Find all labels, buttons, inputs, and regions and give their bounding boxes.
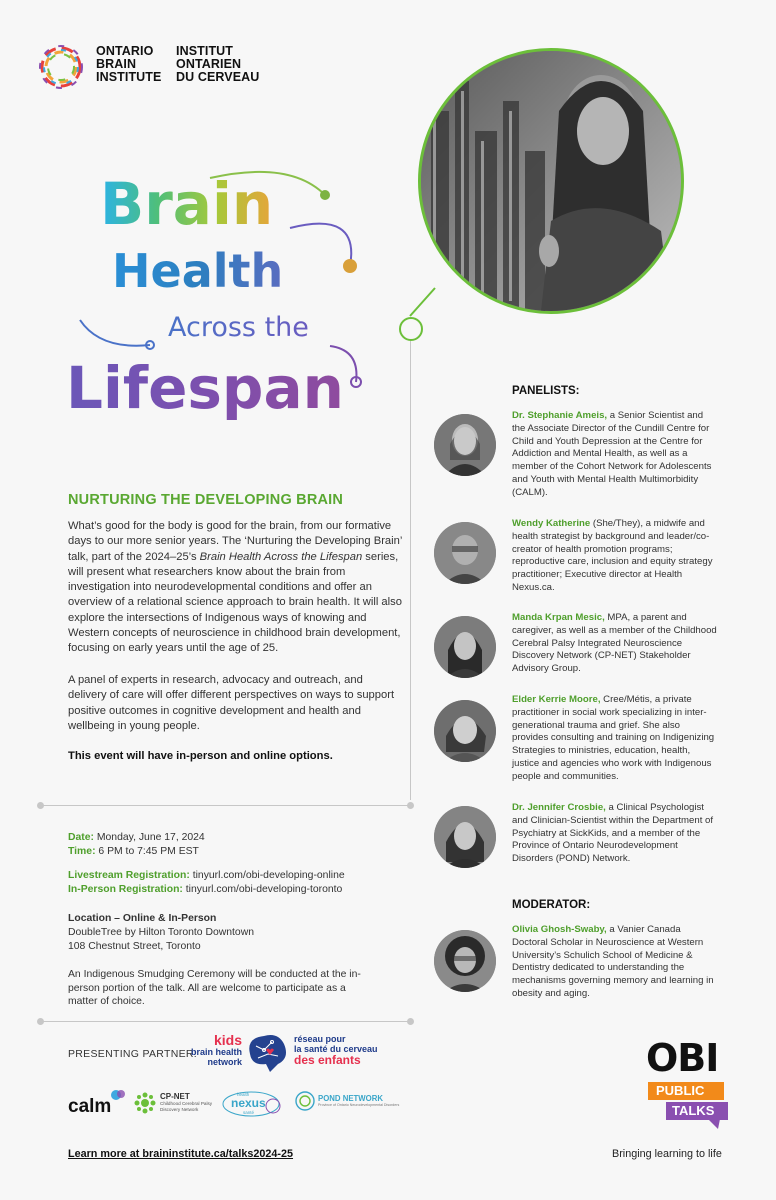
moderator-name: Olivia Ghosh-Swaby, [512, 924, 607, 935]
time-line [68, 845, 408, 859]
kbhn-brain-icon [244, 1032, 290, 1074]
panelist-name: Wendy Katherine [512, 518, 591, 529]
avatar [434, 522, 496, 584]
hero-photo [418, 48, 684, 314]
divider-vertical [410, 330, 411, 800]
event-format-note: This event will have in-person and online options. [68, 750, 333, 762]
calm-logo: calm [68, 1096, 112, 1117]
panelist-name: Elder Kerrie Moore, [512, 694, 601, 705]
pond-icon [294, 1090, 316, 1112]
panelist-name: Dr. Jennifer Crosbie, [512, 802, 606, 813]
pond-sub: Province of Ontario Neurodevelopmental Disorders [318, 1103, 400, 1107]
series-name: Brain Health Across the Lifespan [199, 550, 363, 563]
health-nexus-logo [221, 1090, 285, 1118]
panelist-bio-ameis [512, 410, 717, 500]
panelist-bio-mesic [512, 612, 717, 676]
kbhn-fr-line2: la santé du cerveau [294, 1044, 378, 1054]
kbhn-fr-line3: des enfants [294, 1053, 361, 1067]
panelist-photo-moore [434, 700, 496, 762]
kbhn-brain-health: brain health [190, 1047, 242, 1057]
nexus-top: health [237, 1092, 250, 1097]
pond-logo [318, 1094, 399, 1108]
venue-line1: DoubleTree by Hilton Toronto Downtown [68, 927, 254, 938]
cpnet-sub2: Discovery Network [160, 1107, 199, 1112]
livestream-line [68, 869, 408, 883]
panelist-photo-mesic [434, 616, 496, 678]
connector-link [405, 284, 445, 320]
date-value: Monday, June 17, 2024 [93, 832, 205, 843]
panelist-name: Manda Krpan Mesic, [512, 612, 605, 623]
divider-bottom-details [40, 1021, 410, 1022]
speech-tail-icon [708, 1119, 720, 1129]
public-text: PUBLIC [656, 1083, 705, 1098]
org-en-line3: INSTITUTE [96, 70, 162, 84]
livestream-link[interactable]: tinyurl.com/obi-developing-online [189, 870, 345, 881]
livestream-label: Livestream Registration: [68, 870, 190, 881]
title-brain: Brain [100, 170, 274, 238]
obi-name-french [176, 45, 259, 84]
kbhn-logo-fr [294, 1034, 378, 1067]
divider-dot [37, 802, 44, 809]
panelist-bio-crosbie [512, 802, 717, 866]
org-fr-line3: DU CERVEAU [176, 70, 260, 84]
cpnet-name: CP-NET [160, 1092, 190, 1101]
time-value: 6 PM to 7:45 PM EST [95, 846, 199, 857]
description-part1: What’s good for the body is good for the brain, from our formative days to our more senior years. The ‘Nurturing the Developing Brain’ talk, part of the 2024–25’s [68, 520, 402, 563]
panelist-description: a Senior Scientist and the Associate Director of the Cundill Centre for Child and Youth Depression at the Centre for Addiction and Mental Health, as well as a member of the Cohort Network for Adolescents and Youth with Mental Health Multimorbidity (CALM). [512, 410, 712, 498]
moderator-photo-ghosh-swaby [434, 930, 496, 992]
inperson-line [68, 883, 408, 897]
avatar [434, 806, 496, 868]
moderator-bio [512, 924, 717, 1001]
avatar [434, 930, 496, 992]
divider-dot [37, 1018, 44, 1025]
moderator-description: a Vanier Canada Doctoral Scholar in Neuroscience at Western University’s Schulich School of Medicine & Dentistry dedicated to understanding the mechanisms governing memory and learning in obesity and aging. [512, 924, 714, 999]
inperson-label: In-Person Registration: [68, 884, 183, 895]
kbhn-fr-line1: réseau pour [294, 1034, 346, 1044]
org-fr-line2: ONTARIEN [176, 57, 242, 71]
divider-dot [407, 1018, 414, 1025]
obi-wordmark: OBI [646, 1036, 719, 1080]
panelist-description: MPA, a parent and caregiver, as well as a member of the Childhood Cerebral Palsy Integrated Neuroscience Discovery Network (CP-NET) Stakeholder Advisory Group. [512, 612, 717, 675]
avatar [434, 414, 496, 476]
cpnet-sub1: Childhood Cerebral Palsy [160, 1101, 213, 1106]
kbhn-kids: kids [213, 1032, 242, 1048]
nexus-wordmark: nexus [231, 1096, 266, 1110]
panelists-label: PANELISTS: [512, 385, 580, 397]
title-across-the: Across the [168, 312, 309, 343]
panel-description: A panel of experts in research, advocacy and outreach, and delivery of care will offer different perspectives on ways to support positive outcomes in cognitive development and health and wellbeing in young people. [68, 674, 395, 732]
kbhn-logo-en [190, 1033, 242, 1067]
series-title [60, 170, 400, 450]
date-line [68, 831, 408, 845]
panelist-photo-ameis [434, 414, 496, 476]
org-en-line2: BRAIN [96, 57, 137, 71]
panelist-description: (She/They), a midwife and health strategist by background and leader/co-creator of health promotion programs; reproductive care, inclusion and equity strategy practitioner; Executive director at Health Nexus.ca. [512, 518, 713, 593]
obi-ring-icon [36, 42, 86, 92]
obi-name-english [96, 45, 161, 84]
obi-logo [36, 42, 266, 94]
panelist-bio-moore [512, 694, 717, 784]
panelist-photo-katherine [434, 522, 496, 584]
presenting-partner-label: PRESENTING PARTNER: [68, 1048, 197, 1060]
org-en-line1: ONTARIO [96, 44, 154, 58]
panelist-bio-katherine [512, 518, 717, 595]
tagline: Bringing learning to life [612, 1148, 722, 1160]
venue-line2: 108 Chestnut Street, Toronto [68, 941, 201, 952]
kbhn-network: network [207, 1057, 242, 1067]
event-description [68, 519, 403, 657]
panelist-description: Cree/Métis, a private practitioner in social work specializing in inter-generational trauma and grief. She also provides consulting and training on Indigenizing Strategies to ministries, education, health, justice and agencies who work with Indigenous people and communities. [512, 694, 715, 782]
date-label: Date: [68, 832, 94, 843]
learn-more-link[interactable]: Learn more at braininstitute.ca/talks2024-25 [68, 1148, 294, 1160]
ceremony-note: An Indigenous Smudging Ceremony will be conducted at the in-person portion of the talk. All are welcome to participate as a matter of choice. [68, 969, 361, 1008]
talks-text: TALKS [672, 1103, 715, 1118]
divider-top-details [40, 805, 410, 806]
event-heading: NURTURING THE DEVELOPING BRAIN [68, 492, 344, 508]
time-label: Time: [68, 846, 96, 857]
pond-name: POND NETWORK [318, 1094, 383, 1103]
inperson-link[interactable]: tinyurl.com/obi-developing-toronto [182, 884, 343, 895]
divider-dot [407, 802, 414, 809]
cpnet-logo [160, 1092, 212, 1113]
title-health: Health [112, 244, 284, 298]
org-fr-line1: INSTITUT [176, 44, 234, 58]
location-label: Location – Online & In-Person [68, 913, 217, 924]
obi-public-talks-logo [646, 1036, 732, 1130]
avatar [434, 616, 496, 678]
title-lifespan: Lifespan [66, 354, 344, 422]
panelist-description: a Clinical Psychologist and Clinician-Scientist within the Department of Psychiatry at SickKids, and a member of the Province of Ontario Neurodevelopment Disorders (POND) Network. [512, 802, 714, 865]
calm-swirl-icon [110, 1088, 126, 1102]
panelist-photo-crosbie [434, 806, 496, 868]
cpnet-icon [134, 1092, 156, 1114]
nexus-bottom: santé [243, 1110, 255, 1115]
child-with-city-model-image [421, 51, 681, 311]
description-part2: series, will present what researchers know about the brain from investigation into neurodevelopmental conditions and offer an overview of a relational science approach to brain health. It will also explore the intersections of Indigenous ways of knowing and Western concepts of neuroscience in childhood brain development, focusing on early years until the age of 25. [68, 550, 402, 655]
avatar [434, 700, 496, 762]
panelist-name: Dr. Stephanie Ameis, [512, 410, 608, 421]
moderator-label: MODERATOR: [512, 899, 591, 911]
